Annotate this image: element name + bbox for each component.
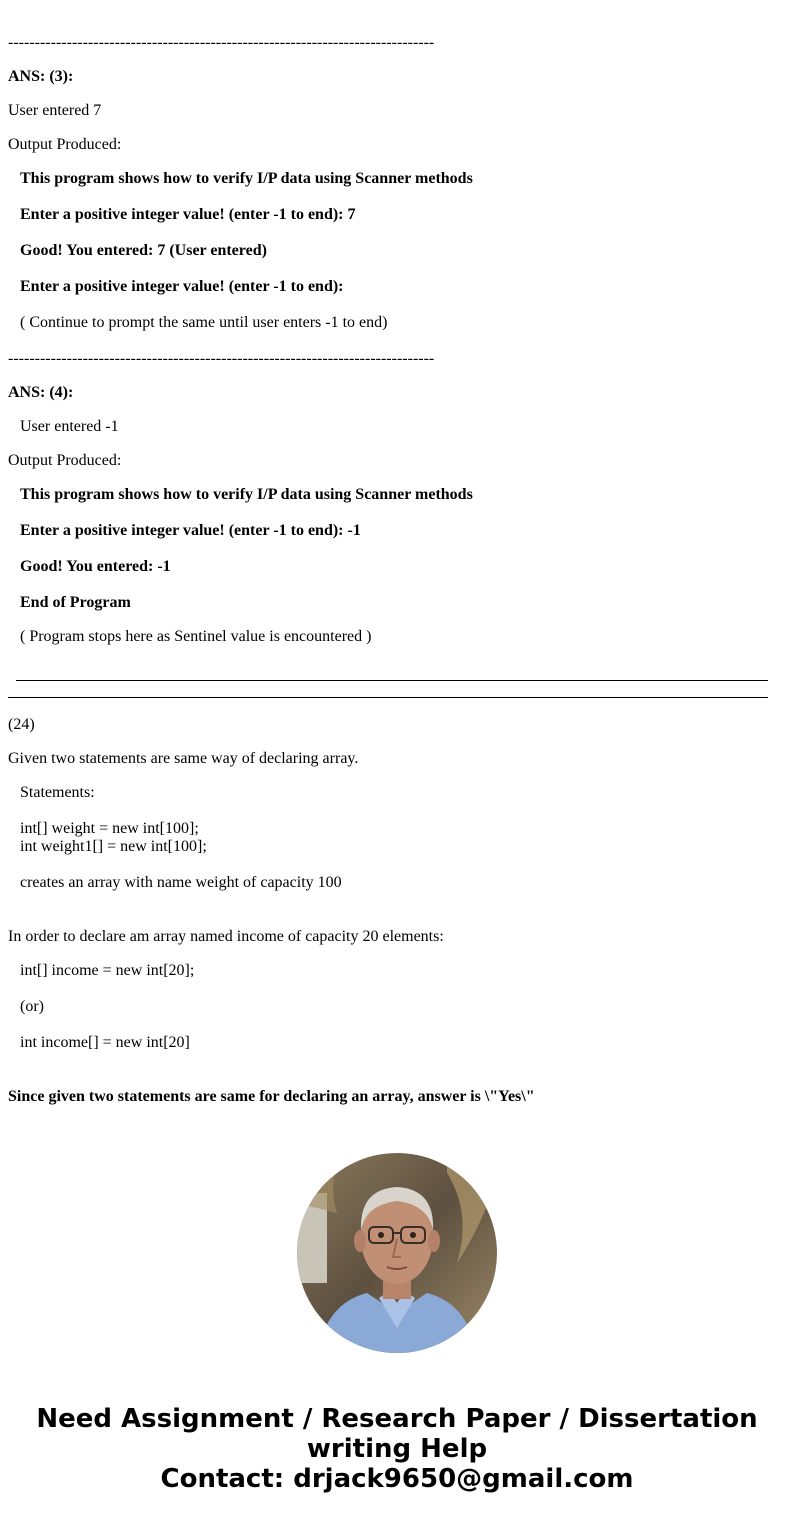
output-line: Enter a positive integer value! (enter -1 to end): -1 [20, 522, 361, 539]
question-number: (24) [8, 716, 35, 733]
answer-heading: ANS: (3): [8, 68, 74, 85]
user-input-text: User entered -1 [20, 418, 119, 435]
code-line: int income[] = new int[20] [20, 1034, 190, 1051]
output-note: ( Continue to prompt the same until user enters -1 to end) [20, 314, 388, 331]
statements-label: Statements: [20, 784, 95, 801]
output-line: Good! You entered: 7 (User entered) [20, 242, 267, 259]
code-line: int[] income = new int[20]; [20, 962, 195, 979]
output-line: End of Program [20, 594, 131, 611]
footer-headline-continued: writing Help [306, 1434, 488, 1464]
output-note: ( Program stops here as Sentinel value is encountered ) [20, 628, 372, 645]
author-photo [297, 1153, 497, 1353]
footer-contact: Contact: drjack9650@gmail.com [160, 1464, 634, 1494]
code-line: int weight1[] = new int[100]; [20, 838, 207, 855]
horizontal-rule [8, 697, 768, 698]
separator-line: -------------------------------------------------------------------------------- [8, 350, 435, 367]
or-text: (or) [20, 998, 44, 1015]
income-intro: In order to declare am array named income of capacity 20 elements: [8, 928, 444, 945]
question-intro: Given two statements are same way of declaring array. [8, 750, 359, 767]
output-line: Enter a positive integer value! (enter -1 to end): [20, 278, 344, 295]
user-input-text: User entered 7 [8, 102, 102, 119]
explanation-text: creates an array with name weight of capacity 100 [20, 874, 342, 891]
output-line: Enter a positive integer value! (enter -1 to end): 7 [20, 206, 356, 223]
output-label: Output Produced: [8, 136, 122, 153]
code-line: int[] weight = new int[100]; [20, 820, 199, 837]
conclusion-text: Since given two statements are same for declaring an array, answer is \"Yes\" [8, 1088, 535, 1105]
output-line: This program shows how to verify I/P data using Scanner methods [20, 486, 473, 503]
answer-heading: ANS: (4): [8, 384, 74, 401]
output-line: This program shows how to verify I/P data using Scanner methods [20, 170, 473, 187]
footer-headline: Need Assignment / Research Paper / Dissertation [36, 1404, 758, 1434]
output-label: Output Produced: [8, 452, 122, 469]
author-photo-illustration [297, 1153, 497, 1353]
output-line: Good! You entered: -1 [20, 558, 171, 575]
horizontal-rule [16, 680, 768, 681]
separator-line: -------------------------------------------------------------------------------- [8, 34, 435, 51]
